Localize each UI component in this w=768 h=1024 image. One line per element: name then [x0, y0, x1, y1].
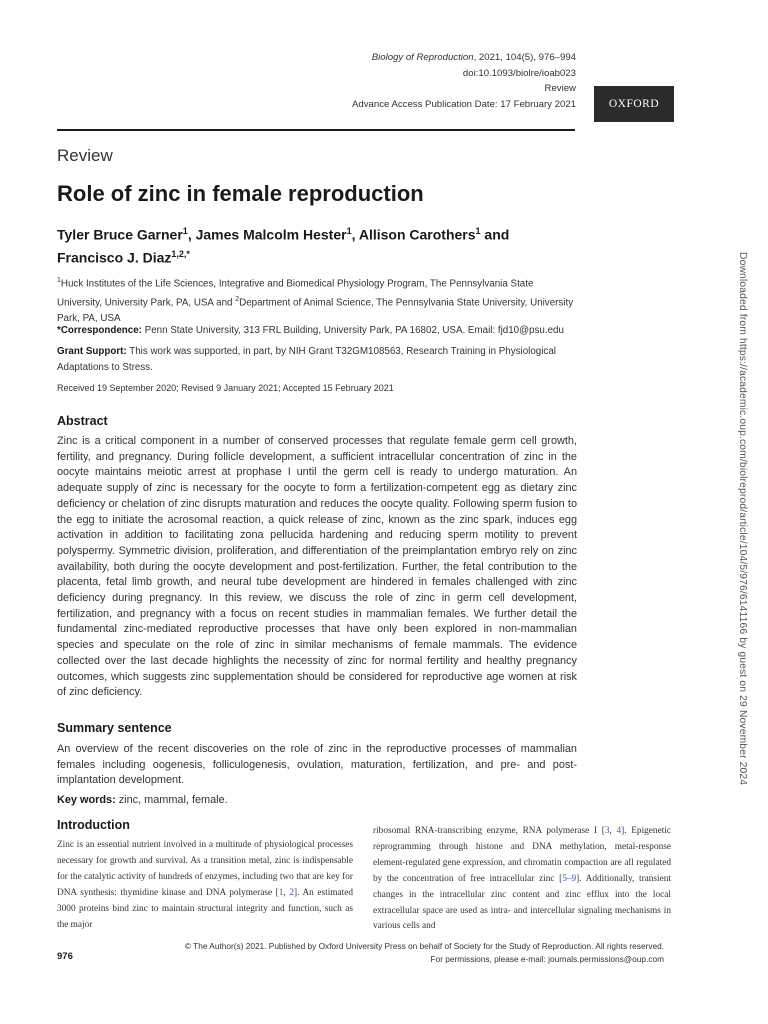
grant-support	[57, 344, 577, 375]
page-number: 976	[57, 951, 73, 962]
journal-header	[216, 50, 576, 112]
header-rule	[57, 129, 575, 131]
citation-separator: ,	[283, 887, 290, 898]
affiliation-text: Huck Institutes of the Life Sciences, Integrative and Biomedical Physiology Program, The Pennsylvania State University, University Park, PA, USA and	[57, 278, 534, 309]
keywords-label: Key words:	[57, 794, 116, 806]
citation-link[interactable]: 2	[289, 887, 294, 898]
affiliation-marker: 1	[346, 226, 352, 236]
correspondence	[57, 323, 577, 338]
summary-text: An overview of the recent discoveries on the role of zinc in the reproductive processes of mammalian females including oogenesis, folliculogenesis, ovulation, maturation, fertilization, and pre- and post-implantation development.	[57, 743, 577, 787]
grant-text: This work was supported, in part, by NIH Grant T32GM108563, Research Training in Physiological Adaptations to Stress.	[57, 346, 556, 373]
affiliation-marker: 1	[57, 277, 61, 284]
citation-details: , 2021, 104(5), 976–994	[473, 52, 576, 63]
body-text: ]. Epigenetic reprogramming through histone and DNA methylation, metal-response element-regulated gene expression, and chromatin compaction are all regulated by the concentration of free intracellular zinc [	[373, 826, 671, 884]
advance-access-date: Advance Access Publication Date: 17 February 2021	[352, 98, 576, 110]
correspondence-label: *Correspondence:	[57, 325, 142, 336]
body-text: ]. An estimated 3000 proteins bind zinc to maintain structural integrity and function, such as the major	[57, 887, 354, 930]
abstract-text: Zinc is a critical component in a number of conserved processes that regulate female germ cell growth, fertility, and pregnancy. During follicle development, a sufficient intracellular concentration of zinc in the oocyte maintains meiotic arrest at prophase I until the germ cell is ready to undergo maturation. An adequate supply of zinc is necessary for the oocyte to form a fertilization-competent egg as dietary zinc deficiency or chelation of zinc disrupts maturation and reduces the oocyte quality. Following sperm fusion to the egg to initiate the acrosomal reaction, a quick release of zinc, known as the zinc spark, induces egg activation in addition to facilitating zona pellucida hardening and reducing sperm motility to prevent polyspermy. Symmetric division, proliferation, and differentiation of the preimplantation embryo rely on zinc availability, both during the oocyte development and post-fertilization. Further, the fetal contribution to the placenta, fetal limb growth, and neural tube development are hindered in females challenged with zinc deficiency during pregnancy. In this review, we discuss the role of zinc in germ cell development, fertilization, and pregnancy with a focus on recent studies in mammalian females. We further detail the fundamental zinc-mediated reproductive processes that have only been explored in non-mammalian species and speculate on the role of zinc in similar mechanisms of female mammals. The evidence collected over the last decade highlights the necessity of zinc for normal fertility and healthy pregnancy outcomes, which suggests zinc supplementation should be considered for reproductive age women at risk of zinc deficiency.	[57, 435, 577, 699]
copyright-text: © The Author(s) 2021. Published by Oxford University Press on behalf of Society for the Study of Reproduction. All rights reserved.	[184, 941, 664, 951]
introduction-heading: Introduction	[57, 818, 130, 832]
download-watermark: Downloaded from https://academic.oup.com/biolreprod/article/104/5/976/6141166 by guest on 29 November 2024	[737, 252, 748, 786]
affiliation-marker: 2	[235, 295, 240, 303]
author-conjunction: and	[480, 226, 510, 243]
affiliation-marker: 1,2,*	[171, 248, 190, 259]
intro-left-column	[57, 838, 353, 933]
author-name[interactable]: , James Malcolm Hester	[187, 226, 347, 243]
article-type: Review	[544, 83, 576, 95]
grant-label: Grant Support:	[57, 346, 127, 357]
author-name[interactable]: Tyler Bruce Garner	[57, 226, 183, 243]
citation-line	[216, 50, 576, 66]
body-text: ribosomal RNA-transcribing enzyme, RNA polymerase I [	[373, 826, 605, 836]
permissions-text[interactable]: For permissions, please e-mail: journals.permissions@oup.com	[430, 954, 664, 964]
summary-heading: Summary sentence	[57, 721, 172, 735]
journal-name: Biology of Reproduction	[371, 52, 474, 63]
citation-link[interactable]: 3	[604, 826, 610, 836]
body-text: Zinc is an essential nutrient involved in a multitude of physiological processes necessary for growth and survival. As a transition metal, zinc is indispensable for the catalytic activity of hundreds of enzymes, including two that are key for DNA synthesis: thymidine kinase and DNA polymerase [	[57, 840, 353, 898]
affiliations	[57, 273, 577, 326]
keywords	[57, 794, 228, 806]
author-list	[57, 222, 577, 267]
intro-right-column	[373, 824, 671, 935]
abstract-heading: Abstract	[57, 414, 108, 428]
body-text: ]. Additionally, transient changes in the intracellular zinc content and zinc efflux into the local extracellular space are used as intra- and intercellular signaling mechanisms in various cells and	[373, 873, 671, 932]
citation-link[interactable]: 4	[616, 826, 622, 836]
history-dates: Received 19 September 2020; Revised 9 January 2021; Accepted 15 February 2021	[57, 383, 394, 393]
author-name[interactable]: Francisco J. Diaz	[57, 249, 172, 266]
article-title: Role of zinc in female reproduction	[57, 181, 424, 206]
citation-link[interactable]: 1	[278, 887, 284, 898]
doi[interactable]: doi:10.1093/biolre/ioab023	[462, 67, 576, 79]
correspondence-text: Penn State University, 313 FRL Building, University Park, PA 16802, USA. Email: fjd10@psu.edu	[141, 325, 564, 336]
affiliation-marker: 1	[182, 226, 188, 236]
citation-separator: ,	[609, 826, 617, 836]
citation-link[interactable]: 5–9	[562, 873, 577, 884]
copyright-footer	[144, 940, 664, 966]
oxford-logo: OXFORD	[594, 86, 674, 122]
keywords-text: zinc, mammal, female.	[115, 794, 228, 806]
section-type: Review	[57, 146, 113, 165]
affiliation-marker: 1	[475, 226, 481, 236]
author-name[interactable]: , Allison Carothers	[351, 226, 476, 243]
affiliation-text: Department of Animal Science, The Pennsylvania State University, University Park, PA, USA	[57, 297, 574, 324]
